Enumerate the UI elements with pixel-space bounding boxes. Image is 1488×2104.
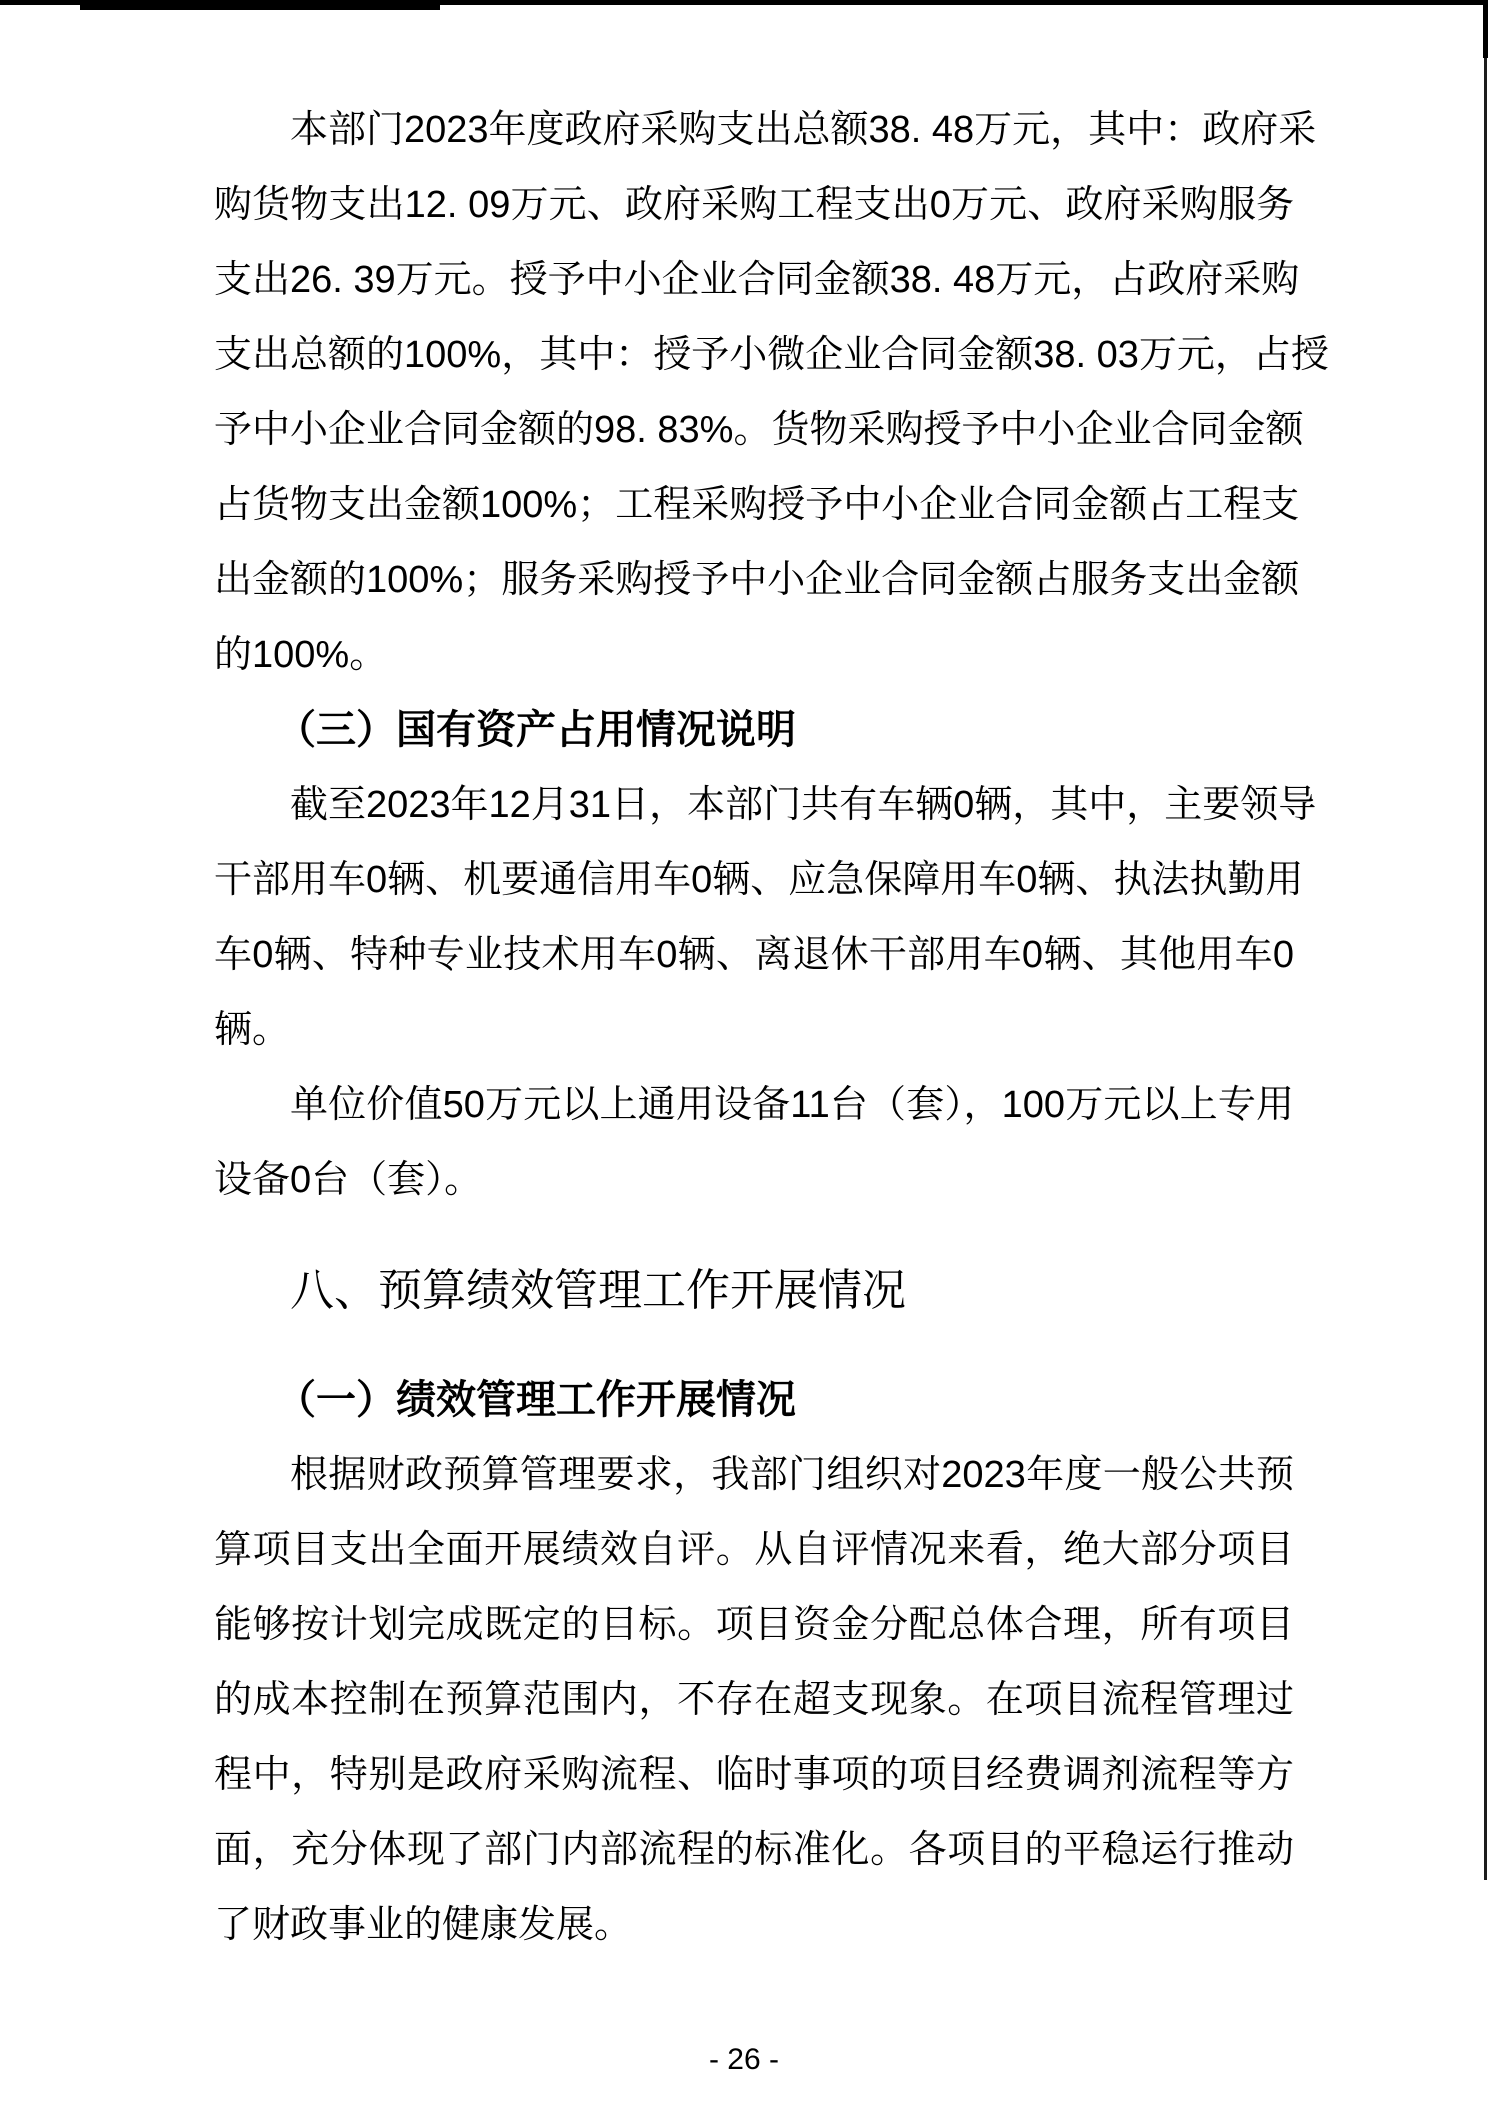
- text-line: 截至2023年12月31日，本部门共有车辆0辆，其中，主要领导: [290, 784, 1317, 826]
- scan-artifact-top-bar-thick: [80, 0, 440, 10]
- text-line: 了财政事业的健康发展。: [214, 1904, 633, 1946]
- paragraph-vehicles: [214, 768, 1317, 1068]
- heading-performance-management: （一）绩效管理工作开展情况: [276, 1378, 796, 1422]
- text-line: 本部门2023年度政府采购支出总额38. 48万元，其中：政府采: [290, 109, 1317, 151]
- text-line: 程中，特别是政府采购流程、临时事项的项目经费调剂流程等方: [214, 1754, 1294, 1796]
- heading-state-assets: （三）国有资产占用情况说明: [276, 708, 796, 752]
- text-line: 算项目支出全面开展绩效自评。从自评情况来看，绝大部分项目: [214, 1529, 1294, 1571]
- text-line: 的成本控制在预算范围内，不存在超支现象。在项目流程管理过: [214, 1679, 1294, 1721]
- text-line: 支出26. 39万元。授予中小企业合同金额38. 48万元，占政府采购: [214, 259, 1300, 301]
- scan-artifact-right-line: [1484, 0, 1487, 1880]
- paragraph-performance-selfreview: [214, 1438, 1294, 1963]
- text-line: 占货物支出金额100%；工程采购授予中小企业合同金额占工程支: [214, 484, 1300, 526]
- page-content: [214, 93, 1329, 1963]
- paragraph-equipment: [214, 1068, 1294, 1218]
- text-line: 支出总额的100%，其中：授予小微企业合同金额38. 03万元，占授: [214, 334, 1329, 376]
- text-line: 设备0台（套）。: [214, 1159, 483, 1201]
- text-line: 面，充分体现了部门内部流程的标准化。各项目的平稳运行推动: [214, 1829, 1294, 1871]
- text-line: 出金额的100%；服务采购授予中小企业合同金额占服务支出金额: [214, 559, 1300, 601]
- text-line: 能够按计划完成既定的目标。项目资金分配总体合理，所有项目: [214, 1604, 1294, 1646]
- text-line: 根据财政预算管理要求，我部门组织对2023年度一般公共预: [290, 1454, 1294, 1496]
- text-line: 单位价值50万元以上通用设备11台（套），100万元以上专用: [290, 1084, 1294, 1126]
- scan-artifact-right-cap: [1483, 0, 1488, 58]
- text-line: 予中小企业合同金额的98. 83%。货物采购授予中小企业合同金额: [214, 409, 1304, 451]
- heading-section-eight: 八、预算绩效管理工作开展情况: [290, 1266, 906, 1315]
- text-line: 车0辆、特种专业技术用车0辆、离退休干部用车0辆、其他用车0: [214, 934, 1294, 976]
- text-line: 辆。: [214, 1009, 291, 1051]
- page-number: - 26 -: [708, 2043, 780, 2076]
- text-line: 购货物支出12. 09万元、政府采购工程支出0万元、政府采购服务: [214, 184, 1294, 226]
- text-line: 干部用车0辆、机要通信用车0辆、应急保障用车0辆、执法执勤用: [214, 859, 1304, 901]
- text-line: 的100%。: [214, 634, 388, 676]
- paragraph-procurement: [214, 93, 1329, 693]
